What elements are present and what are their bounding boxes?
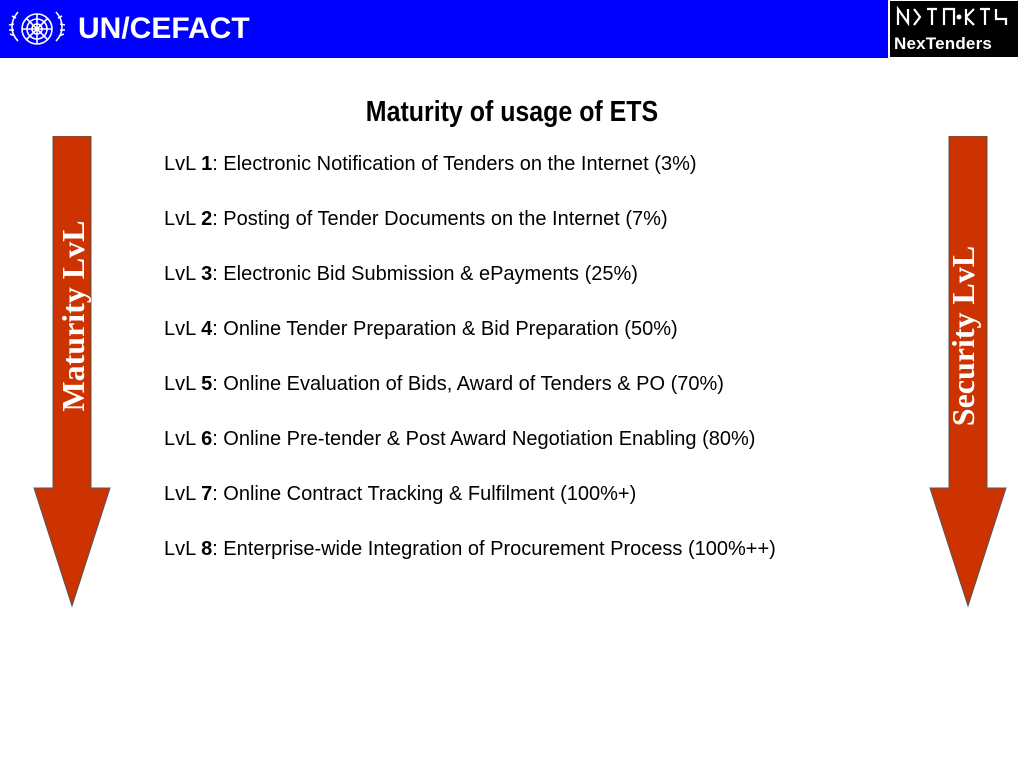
- header-bar: [0, 0, 888, 58]
- level-item: LvL 8: Enterprise-wide Integration of Procurement Process (100%++): [164, 538, 776, 560]
- security-arrow-label: Security LvL: [945, 245, 981, 427]
- maturity-arrow-label: Maturity LvL: [55, 220, 91, 412]
- level-item: LvL 4: Online Tender Preparation & Bid Preparation (50%): [164, 318, 678, 340]
- nextenders-logo: [888, 0, 1024, 58]
- brand-title: UN/CEFACT: [78, 12, 250, 45]
- logo-text: NexTenders: [894, 34, 993, 53]
- un-emblem-icon: [6, 3, 68, 55]
- level-list: [164, 150, 776, 590]
- level-item: LvL 2: Posting of Tender Documents on the Internet (7%): [164, 208, 668, 230]
- level-item: LvL 5: Online Evaluation of Bids, Award of Tenders & PO (70%): [164, 373, 724, 395]
- level-item: LvL 7: Online Contract Tracking & Fulfilment (100%+): [164, 483, 637, 505]
- level-item: LvL 6: Online Pre-tender & Post Award Negotiation Enabling (80%): [164, 428, 756, 450]
- slide-title: Maturity of usage of ETS: [365, 96, 659, 128]
- level-item: LvL 1: Electronic Notification of Tenders on the Internet (3%): [164, 153, 697, 175]
- logo-glyphs-icon: [894, 3, 1014, 29]
- level-item: LvL 3: Electronic Bid Submission & ePayments (25%): [164, 263, 638, 285]
